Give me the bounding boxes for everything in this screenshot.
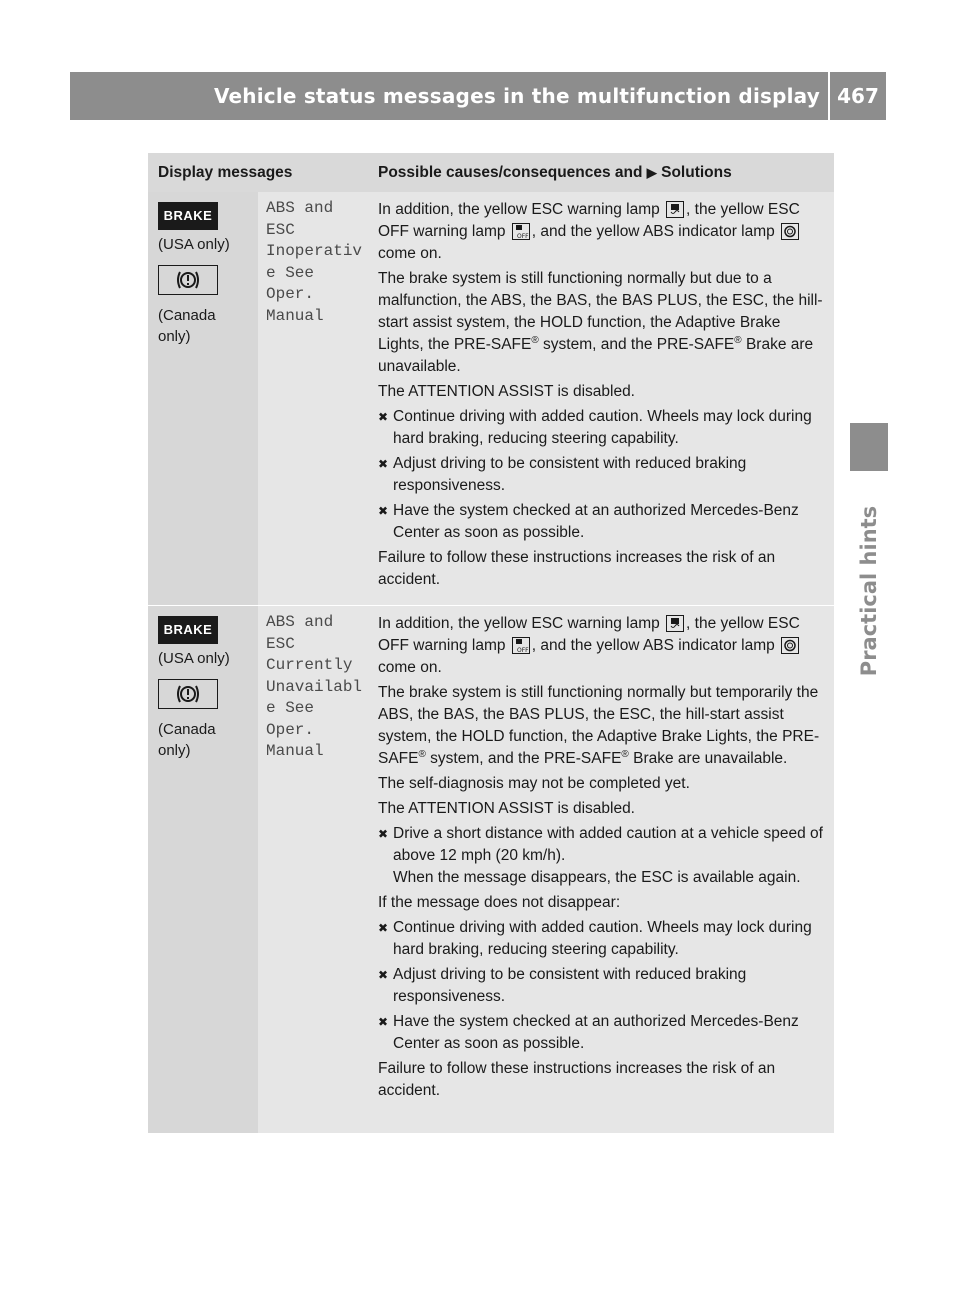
paragraph-text: system, and the PRE-SAFE: [543, 336, 735, 353]
abs-indicator-lamp-icon: [781, 637, 799, 654]
instruction-bullet: [378, 964, 828, 1008]
instruction-bullet: [378, 917, 828, 961]
arrow-right-icon: ▶: [646, 165, 657, 180]
bullet-text: Adjust driving to be consistent with reduced braking responsiveness.: [393, 455, 747, 494]
lamp-paragraph: [378, 613, 828, 679]
icon-cell: [148, 606, 258, 1133]
risk-warning-paragraph: Failure to follow these instructions increases the risk of an accident.: [378, 1060, 776, 1099]
arrow-bullet-icon: ✖: [378, 410, 389, 424]
canada-only-note-2: only): [158, 328, 191, 345]
paragraph-text: Brake are unavailable.: [378, 336, 814, 375]
arrow-bullet-icon: ✖: [378, 457, 389, 471]
canada-only-note-2: only): [158, 742, 191, 759]
column-header-causes: [368, 153, 834, 192]
message-line: Manual: [266, 306, 324, 325]
bullet-text-line: When the message disappears, the ESC is available again.: [393, 869, 801, 886]
lamp-text: In addition, the yellow ESC warning lamp: [378, 201, 660, 218]
lamp-text: In addition, the yellow ESC warning lamp: [378, 615, 660, 632]
canada-only-note-1: (Canada: [158, 307, 216, 324]
brake-system-paragraph: [378, 682, 828, 770]
message-line: ABS and: [266, 613, 334, 631]
page-header: [70, 72, 886, 120]
arrow-bullet-icon: ✖: [378, 827, 389, 841]
paragraph-text: The brake system is still functioning normally but temporarily the ABS, the BAS, the BAS PLUS, the ESC, the hill-start assist system, the HOLD function, the Adaptive Brake Lights, the PRE-SAFE: [378, 684, 820, 767]
message-line: Currently: [266, 656, 353, 674]
arrow-bullet-icon: ✖: [378, 1015, 389, 1029]
message-line: Inoperativ: [266, 242, 363, 260]
esc-warning-lamp-icon: [666, 615, 684, 632]
brake-warning-icon: BRAKE: [158, 202, 218, 230]
if-not-disappear-paragraph: If the message does not disappear:: [378, 894, 621, 911]
table-row: [148, 192, 834, 606]
message-line: e See: [266, 699, 315, 717]
svg-text:OFF: OFF: [516, 233, 529, 239]
attention-assist-paragraph: The ATTENTION ASSIST is disabled.: [378, 800, 635, 817]
registered-mark: ®: [621, 748, 629, 760]
icon-cell: [148, 192, 258, 605]
registered-mark: ®: [734, 334, 742, 346]
column-header-causes-text: Possible causes/consequences and: [378, 164, 643, 181]
esc-off-lamp-icon: [512, 637, 530, 654]
instruction-bullet: [378, 453, 828, 497]
display-message-cell: [258, 192, 368, 605]
lamp-paragraph: [378, 199, 828, 265]
bullet-text: Continue driving with added caution. Wheels may lock during hard braking, reducing steering capability.: [393, 408, 812, 447]
bullet-text: Continue driving with added caution. Wheels may lock during hard braking, reducing steering capability.: [393, 919, 812, 958]
side-tab-label: Practical hints: [857, 505, 881, 677]
abs-indicator-lamp-icon: [781, 223, 799, 240]
instruction-bullet: [378, 823, 828, 889]
arrow-bullet-icon: ✖: [378, 968, 389, 982]
registered-mark: ®: [418, 748, 426, 760]
lamp-text: , the yellow ESC OFF warning lamp: [378, 201, 800, 240]
instruction-bullet: [378, 406, 828, 450]
brake-circle-icon: [158, 265, 218, 295]
self-diagnosis-paragraph: The self-diagnosis may not be completed yet.: [378, 775, 690, 792]
canada-only-note-1: (Canada: [158, 721, 216, 738]
arrow-bullet-icon: ✖: [378, 504, 389, 518]
esc-warning-lamp-icon: [666, 201, 684, 218]
lamp-text: , and the yellow ABS indicator lamp: [531, 637, 775, 654]
lamp-text: come on.: [378, 245, 442, 262]
attention-assist-paragraph: The ATTENTION ASSIST is disabled.: [378, 383, 635, 400]
paragraph-text: The brake system is still functioning normally but due to a malfunction, the ABS, the BAS, the BAS PLUS, the ESC, the hill-start assist system, the HOLD function, the Adaptive Brake Lights, the PRE-SAFE: [378, 270, 823, 353]
paragraph-text: system, and the PRE-SAFE: [430, 750, 622, 767]
message-line: Unavailabl: [266, 677, 363, 696]
message-line: ESC: [266, 634, 295, 653]
page-title: Vehicle status messages in the multifunction display: [213, 84, 820, 108]
message-line: Oper.: [266, 720, 315, 739]
brake-system-paragraph: [378, 268, 828, 378]
paragraph-text: Brake are unavailable.: [633, 750, 788, 767]
svg-text:OFF: OFF: [516, 647, 529, 653]
solutions-cell: [368, 192, 834, 605]
risk-warning-paragraph: Failure to follow these instructions increases the risk of an accident.: [378, 549, 776, 588]
brake-circle-icon: [158, 679, 218, 709]
page-number: 467: [837, 84, 879, 108]
bullet-text: Have the system checked at an authorized Mercedes-Benz Center as soon as possible.: [393, 502, 799, 541]
arrow-bullet-icon: ✖: [378, 921, 389, 935]
bullet-text: Have the system checked at an authorized Mercedes-Benz Center as soon as possible.: [393, 1013, 799, 1052]
brake-warning-icon: BRAKE: [158, 616, 218, 644]
bullet-text: Adjust driving to be consistent with reduced braking responsiveness.: [393, 966, 747, 1005]
message-line: Oper.: [266, 285, 315, 303]
instruction-bullet: [378, 500, 828, 544]
table-header: [148, 153, 834, 192]
status-messages-table: [148, 153, 834, 1134]
display-message-cell: [258, 606, 368, 1133]
bullet-text-line: Drive a short distance with added caution at a vehicle speed of above 12 mph (20 km/h).: [393, 825, 823, 864]
bullet-text: [393, 823, 828, 889]
table-row: [148, 606, 834, 1134]
lamp-text: , the yellow ESC OFF warning lamp: [378, 615, 800, 654]
registered-mark: ®: [531, 334, 539, 346]
esc-off-lamp-icon: [512, 223, 530, 240]
lamp-text: , and the yellow ABS indicator lamp: [531, 223, 775, 240]
side-tab-marker: [850, 423, 888, 471]
column-header-solutions-text: Solutions: [661, 164, 732, 181]
solutions-cell: [368, 606, 834, 1133]
instruction-bullet: [378, 1011, 828, 1055]
message-line: ESC: [266, 220, 295, 239]
message-line: ABS and: [266, 199, 334, 217]
lamp-text: come on.: [378, 659, 442, 676]
column-header-display-messages: Display messages: [158, 164, 293, 181]
message-line: e See: [266, 263, 315, 282]
usa-only-note: (USA only): [158, 650, 230, 667]
usa-only-note: (USA only): [158, 236, 230, 253]
message-line: Manual: [266, 742, 324, 760]
